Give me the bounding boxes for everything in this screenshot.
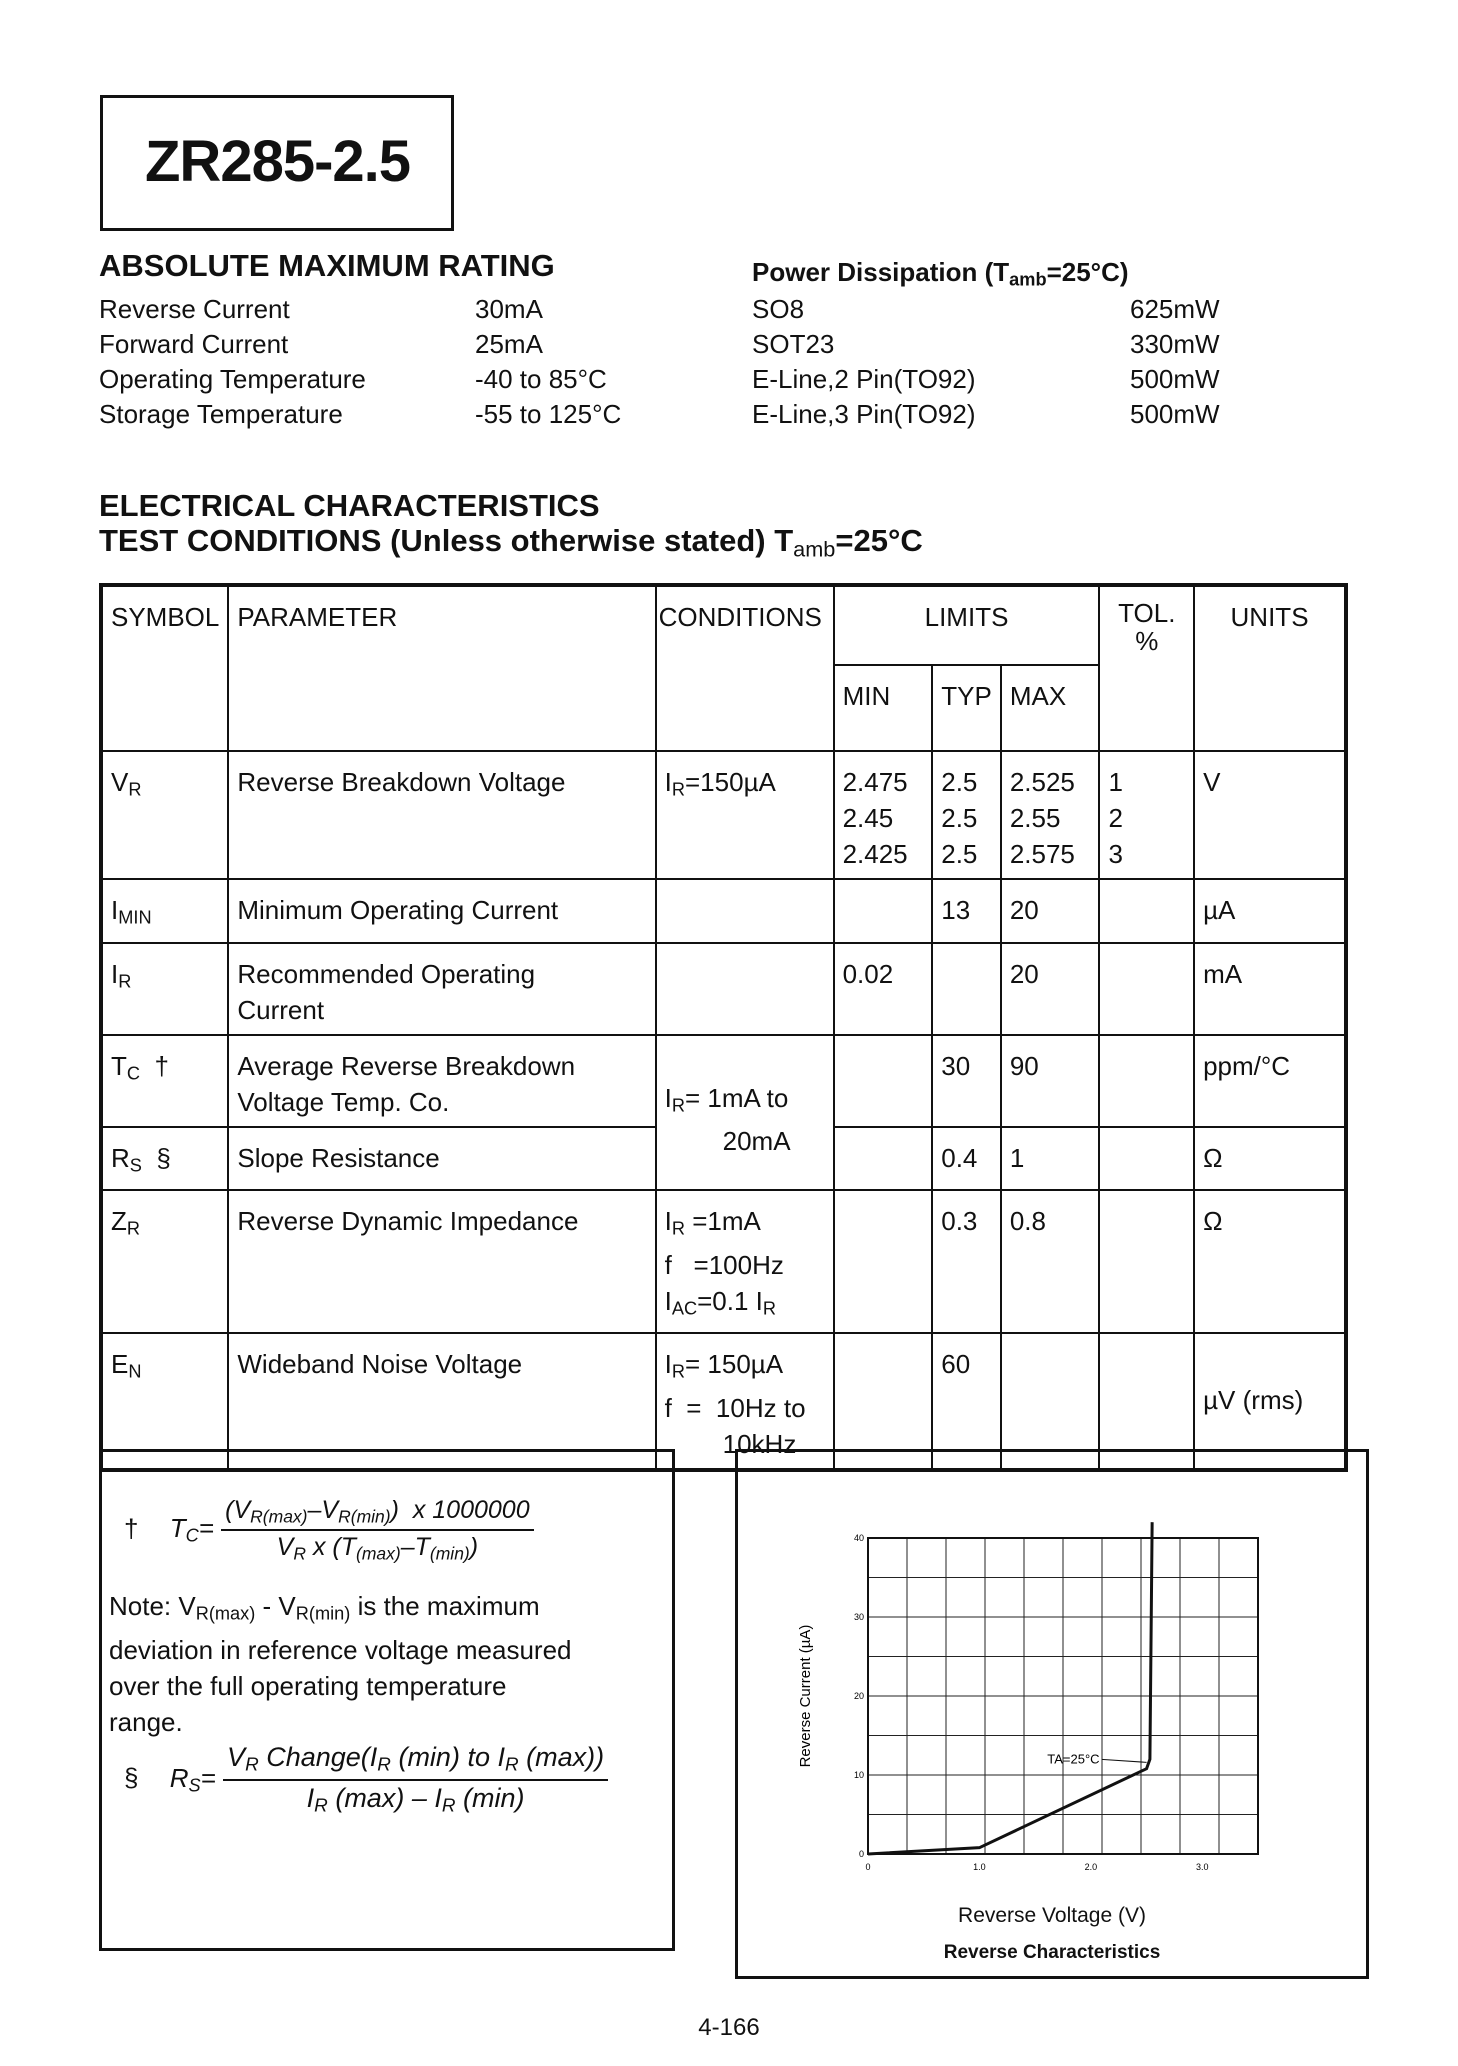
abs-max-label: Reverse Current bbox=[99, 294, 290, 324]
tol-cell bbox=[1099, 1035, 1194, 1127]
header-conditions: CONDITIONS bbox=[656, 585, 834, 751]
symbol-cell: $Z_R$ bbox=[101, 1190, 228, 1333]
y-tick-label: 30 bbox=[853, 1612, 864, 1622]
tol-cell: 1 2 3 bbox=[1099, 751, 1194, 879]
typ-cell: 0.4 bbox=[932, 1127, 1001, 1191]
min-cell bbox=[834, 1035, 933, 1127]
page-number: 4-166 bbox=[698, 2014, 760, 2041]
tc-formula: † $T_C=$ $\frac{(V_{R(max)}-V_{R(min)}) x 1000000}{V_R x (T_{(max)}-T_{(min)})}$ bbox=[124, 1496, 534, 1565]
test-conditions-heading: TEST CONDITIONS (Unless otherwise stated) $T_{amb}=25^\circ C$ bbox=[99, 523, 923, 562]
table-row bbox=[101, 751, 1346, 879]
symbol-cell: $T_C$ † bbox=[101, 1035, 228, 1127]
tol-cell bbox=[1099, 1127, 1194, 1191]
power-list bbox=[752, 292, 1332, 432]
parameter-cell: Reverse Breakdown Voltage bbox=[228, 751, 655, 879]
conditions-cell bbox=[656, 879, 834, 943]
power-row bbox=[752, 292, 1332, 327]
power-row bbox=[752, 327, 1332, 362]
abs-max-value: -55 to 125°C bbox=[475, 399, 622, 429]
abs-max-value: 30mA bbox=[475, 294, 543, 324]
power-heading: Power Dissipation $(T_{amb}=25^\circ C)$ bbox=[752, 257, 1129, 290]
symbol-cell: $E_N$ bbox=[101, 1333, 228, 1470]
units-cell: ppm/°C bbox=[1194, 1035, 1346, 1127]
power-value: 625mW bbox=[1130, 294, 1220, 324]
typ-cell: 30 bbox=[932, 1035, 1001, 1127]
header-min: MIN bbox=[834, 665, 933, 751]
y-tick-label: 0 bbox=[858, 1849, 864, 1859]
header-units: UNITS bbox=[1194, 585, 1346, 751]
abs-max-row bbox=[99, 397, 659, 432]
conditions-cell: $I_R= 150\mu A$ f = 10Hz to 10kHz bbox=[656, 1333, 834, 1470]
formula-box bbox=[99, 1449, 675, 1951]
parameter-cell: Recommended Operating Current bbox=[228, 943, 655, 1035]
header-row bbox=[101, 585, 1346, 665]
power-value: 330mW bbox=[1130, 329, 1220, 359]
typ-cell: 0.3 bbox=[932, 1190, 1001, 1333]
conditions-cell bbox=[656, 943, 834, 1035]
header-max: MAX bbox=[1001, 665, 1100, 751]
parameter-cell: Reverse Dynamic Impedance bbox=[228, 1190, 655, 1333]
typ-cell bbox=[932, 943, 1001, 1035]
table-row bbox=[101, 943, 1346, 1035]
max-cell: 90 bbox=[1001, 1035, 1100, 1127]
header-tol: TOL. % bbox=[1099, 585, 1194, 751]
symbol-cell: $I_R$ bbox=[101, 943, 228, 1035]
x-tick-label: 0 bbox=[865, 1862, 871, 1872]
parameter-cell: Slope Resistance bbox=[228, 1127, 655, 1191]
tol-cell bbox=[1099, 879, 1194, 943]
abs-max-row bbox=[99, 292, 659, 327]
conditions-cell: $I_R=150\mu A$ bbox=[656, 751, 834, 879]
annotation-label: TA=25°C bbox=[1047, 1751, 1100, 1767]
series-line bbox=[868, 1522, 1152, 1854]
units-cell: µV (rms) bbox=[1194, 1333, 1346, 1470]
note-text: Note: $V_{R(max)} - V_{R(min)}$ is the maximum deviation in reference voltage measured over the full operating temperature range. bbox=[109, 1591, 572, 1737]
min-cell: 0.02 bbox=[834, 943, 933, 1035]
units-cell: Ω bbox=[1194, 1127, 1346, 1191]
power-row bbox=[752, 397, 1332, 432]
symbol-cell: $R_S$ § bbox=[101, 1127, 228, 1191]
tol-cell bbox=[1099, 943, 1194, 1035]
parameter-cell: Average Reverse Breakdown Voltage Temp. Co. bbox=[228, 1035, 655, 1127]
conditions-cell: $I_R =1mA$ f =100Hz $I_{AC}=0.1$ $I_R$ bbox=[656, 1190, 834, 1333]
max-cell: 20 bbox=[1001, 943, 1100, 1035]
abs-max-row bbox=[99, 362, 659, 397]
conditions-cell: $I_R= 1mA$ to 20mA bbox=[656, 1035, 834, 1191]
min-cell bbox=[834, 1127, 933, 1191]
units-cell: µA bbox=[1194, 879, 1346, 943]
symbol-cell: $V_R$ bbox=[101, 751, 228, 879]
header-limits: LIMITS bbox=[834, 585, 1100, 665]
chart-title: Reverse Characteristics bbox=[943, 1942, 1161, 1963]
typ-cell: 13 bbox=[932, 879, 1001, 943]
title-box bbox=[100, 95, 454, 231]
abs-max-row bbox=[99, 327, 659, 362]
table-row bbox=[101, 879, 1346, 943]
max-cell: 2.525 2.55 2.575 bbox=[1001, 751, 1100, 879]
units-cell: Ω bbox=[1194, 1190, 1346, 1333]
table-row bbox=[101, 1190, 1346, 1333]
rs-formula: § $R_S=$ $\frac{V_R Change(I_R (\min) to I_R (\max))}{I_R (\max) - I_R (\min)}$ bbox=[124, 1742, 608, 1817]
min-cell: 2.475 2.45 2.425 bbox=[834, 751, 933, 879]
abs-max-list bbox=[99, 292, 659, 432]
symbol-cell: $I_{MIN}$ bbox=[101, 879, 228, 943]
parameter-cell: Wideband Noise Voltage bbox=[228, 1333, 655, 1470]
x-tick-label: 3.0 bbox=[1196, 1862, 1209, 1872]
elec-heading: ELECTRICAL CHARACTERISTICS bbox=[99, 488, 600, 523]
power-label: SO8 bbox=[752, 294, 805, 324]
header-typ: TYP bbox=[932, 665, 1001, 751]
y-tick-label: 10 bbox=[853, 1770, 864, 1780]
abs-max-label: Operating Temperature bbox=[99, 364, 366, 394]
abs-max-value: 25mA bbox=[475, 329, 543, 359]
chart-box bbox=[735, 1449, 1369, 1979]
tol-cell bbox=[1099, 1190, 1194, 1333]
x-tick-label: 1.0 bbox=[973, 1862, 986, 1872]
table-row bbox=[101, 1035, 1346, 1127]
abs-max-label: Forward Current bbox=[99, 329, 289, 359]
power-value: 500mW bbox=[1130, 399, 1220, 429]
power-row bbox=[752, 362, 1332, 397]
min-cell bbox=[834, 879, 933, 943]
annotation-leader bbox=[1102, 1759, 1147, 1762]
max-cell: 20 bbox=[1001, 879, 1100, 943]
y-axis-label: Reverse Current (µA) bbox=[797, 1624, 814, 1768]
x-axis-label: Reverse Voltage (V) bbox=[958, 1904, 1146, 1927]
abs-max-label: Storage Temperature bbox=[99, 399, 343, 429]
min-cell bbox=[834, 1190, 933, 1333]
power-value: 500mW bbox=[1130, 364, 1220, 394]
x-tick-label: 2.0 bbox=[1084, 1862, 1098, 1872]
y-tick-label: 20 bbox=[853, 1691, 864, 1701]
max-cell: 0.8 bbox=[1001, 1190, 1100, 1333]
power-label: SOT23 bbox=[752, 329, 835, 359]
part-number-title: ZR285-2.5 bbox=[145, 129, 411, 194]
abs-max-value: -40 to 85°C bbox=[475, 364, 607, 394]
electrical-characteristics-table bbox=[99, 583, 1348, 1472]
header-symbol: SYMBOL bbox=[101, 585, 228, 751]
abs-max-heading: ABSOLUTE MAXIMUM RATING bbox=[99, 248, 555, 283]
typ-cell: 60 bbox=[932, 1333, 1001, 1470]
header-parameter: PARAMETER bbox=[228, 585, 655, 751]
parameter-cell: Minimum Operating Current bbox=[228, 879, 655, 943]
max-cell: 1 bbox=[1001, 1127, 1100, 1191]
units-cell: mA bbox=[1194, 943, 1346, 1035]
reverse-characteristics-chart bbox=[738, 1452, 1366, 1976]
units-cell: V bbox=[1194, 751, 1346, 879]
power-label: E-Line,3 Pin(TO92) bbox=[752, 399, 976, 429]
y-tick-label: 40 bbox=[853, 1533, 864, 1543]
typ-cell: 2.5 2.5 2.5 bbox=[932, 751, 1001, 879]
power-label: E-Line,2 Pin(TO92) bbox=[752, 364, 976, 394]
